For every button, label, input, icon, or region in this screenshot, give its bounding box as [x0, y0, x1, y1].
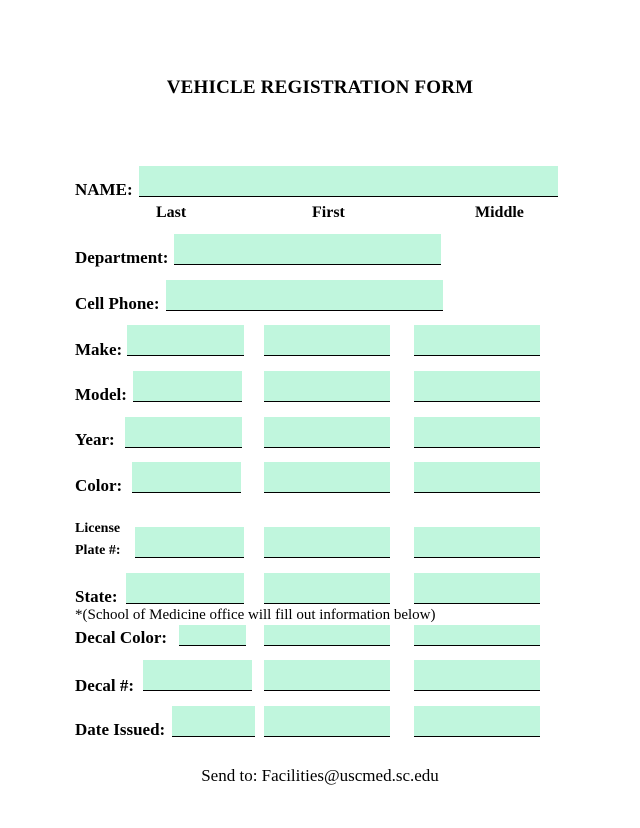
name-last-label: Last [156, 204, 187, 221]
color-field-2[interactable] [264, 462, 390, 493]
make-field-2[interactable] [264, 325, 390, 356]
decal-number-field-3[interactable] [414, 660, 540, 691]
date-issued-field-2[interactable] [264, 706, 390, 737]
color-label: Color: [75, 476, 123, 495]
license-plate-field-1[interactable] [135, 527, 244, 558]
name-label: NAME: [75, 180, 133, 199]
cell-phone-label: Cell Phone: [75, 294, 160, 313]
model-field-2[interactable] [264, 371, 390, 402]
state-label: State: [75, 587, 118, 606]
license-plate-field-2[interactable] [264, 527, 390, 558]
name-first-label: First [312, 204, 345, 221]
date-issued-label: Date Issued: [75, 720, 166, 739]
office-note: *(School of Medicine office will fill out information below) [75, 607, 436, 623]
license-label-line2: Plate #: [75, 543, 121, 558]
date-issued-field-1[interactable] [172, 706, 255, 737]
model-field-3[interactable] [414, 371, 540, 402]
license-plate-field-3[interactable] [414, 527, 540, 558]
make-field-1[interactable] [127, 325, 244, 356]
decal-number-field-2[interactable] [264, 660, 390, 691]
model-field-1[interactable] [133, 371, 242, 402]
year-field-2[interactable] [264, 417, 390, 448]
year-label: Year: [75, 430, 115, 449]
decal-color-field-2[interactable] [264, 625, 390, 646]
make-label: Make: [75, 340, 123, 359]
department-label: Department: [75, 248, 169, 267]
year-field-1[interactable] [125, 417, 242, 448]
color-field-3[interactable] [414, 462, 540, 493]
state-field-3[interactable] [414, 573, 540, 604]
name-field[interactable] [139, 166, 558, 197]
model-label: Model: [75, 385, 127, 404]
name-middle-label: Middle [475, 204, 524, 221]
state-field-2[interactable] [264, 573, 390, 604]
decal-color-field-1[interactable] [179, 625, 246, 646]
send-to-footer: Send to: Facilities@uscmed.sc.edu [201, 766, 439, 785]
decal-number-label: Decal #: [75, 676, 135, 695]
license-label-line1: License [75, 521, 121, 536]
decal-color-field-3[interactable] [414, 625, 540, 646]
cell-phone-field[interactable] [166, 280, 443, 311]
date-issued-field-3[interactable] [414, 706, 540, 737]
make-field-3[interactable] [414, 325, 540, 356]
department-field[interactable] [174, 234, 441, 265]
form-title: VEHICLE REGISTRATION FORM [166, 77, 474, 98]
year-field-3[interactable] [414, 417, 540, 448]
color-field-1[interactable] [132, 462, 241, 493]
decal-number-field-1[interactable] [143, 660, 252, 691]
state-field-1[interactable] [126, 573, 244, 604]
decal-color-label: Decal Color: [75, 628, 168, 647]
